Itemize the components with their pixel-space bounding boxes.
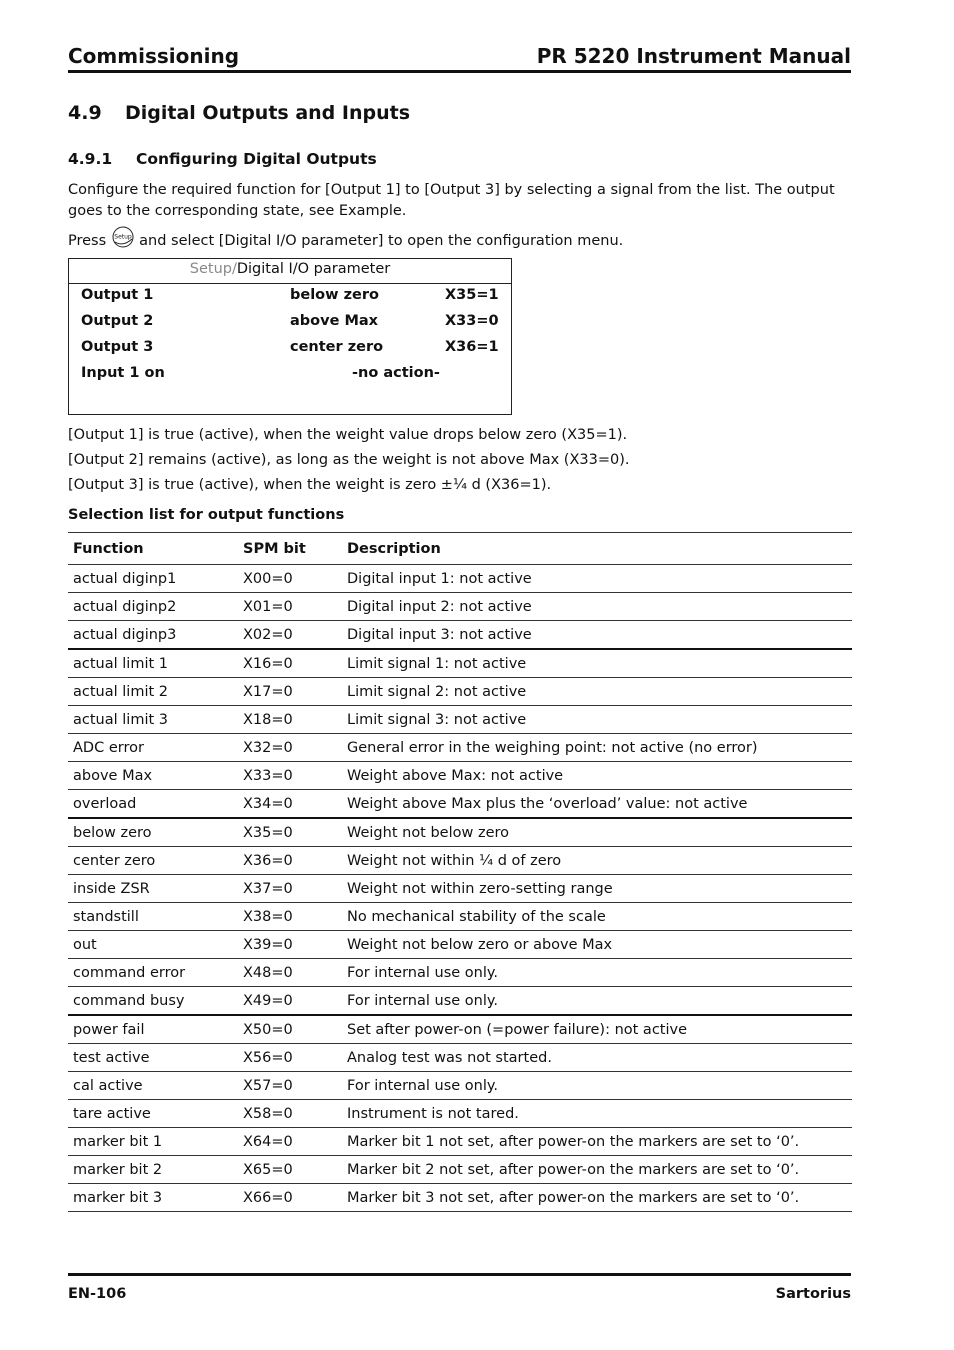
setup-key-icon: [111, 225, 135, 249]
page-number: EN-106: [68, 1286, 127, 1302]
menu-row-code: X35=1: [445, 287, 499, 303]
description-cell: Limit signal 1: not active: [342, 649, 852, 678]
description-cell: Digital input 2: not active: [342, 593, 852, 621]
spm-bit-cell: X58=0: [238, 1100, 342, 1128]
description-cell: Set after power-on (=power failure): not active: [342, 1015, 852, 1044]
press-before: Press: [68, 233, 107, 249]
table-row: [68, 1072, 852, 1100]
function-cell: actual limit 2: [68, 678, 238, 706]
spm-bit-cell: X38=0: [238, 903, 342, 931]
spm-bit-cell: X34=0: [238, 790, 342, 819]
table-row: [68, 678, 852, 706]
description-cell: Weight above Max plus the ‘overload’ value: not active: [342, 790, 852, 819]
spm-bit-cell: X18=0: [238, 706, 342, 734]
table-row: [68, 706, 852, 734]
function-cell: marker bit 3: [68, 1184, 238, 1212]
spm-bit-cell: X49=0: [238, 987, 342, 1016]
note-output-1: [Output 1] is true (active), when the weight value drops below zero (X35=1).: [68, 427, 628, 443]
description-cell: For internal use only.: [342, 1072, 852, 1100]
function-cell: tare active: [68, 1100, 238, 1128]
spm-bit-cell: X17=0: [238, 678, 342, 706]
description-cell: Weight not within ¼ d of zero: [342, 847, 852, 875]
spm-bit-cell: X37=0: [238, 875, 342, 903]
table-row: [68, 903, 852, 931]
function-cell: test active: [68, 1044, 238, 1072]
spm-bit-cell: X50=0: [238, 1015, 342, 1044]
table-row: [68, 1128, 852, 1156]
table-row: [68, 762, 852, 790]
menu-row-output-3: [69, 339, 511, 361]
spm-bit-cell: X32=0: [238, 734, 342, 762]
description-cell: Weight above Max: not active: [342, 762, 852, 790]
spm-bit-cell: X64=0: [238, 1128, 342, 1156]
table-title: Selection list for output functions: [68, 507, 345, 523]
menu-title: [69, 261, 511, 277]
description-cell: Marker bit 3 not set, after power-on the markers are set to ‘0’.: [342, 1184, 852, 1212]
function-cell: actual limit 1: [68, 649, 238, 678]
function-cell: command busy: [68, 987, 238, 1016]
function-cell: standstill: [68, 903, 238, 931]
spm-bit-cell: X35=0: [238, 818, 342, 847]
table-row: [68, 987, 852, 1016]
function-cell: overload: [68, 790, 238, 819]
table-row: [68, 621, 852, 650]
column-header-function: Function: [68, 533, 238, 565]
config-menu-display: [68, 258, 512, 415]
menu-path-current: Digital I/O parameter: [236, 261, 391, 277]
function-cell: center zero: [68, 847, 238, 875]
spm-bit-cell: X33=0: [238, 762, 342, 790]
spm-bit-cell: X36=0: [238, 847, 342, 875]
menu-row-output-1: [69, 287, 511, 309]
function-cell: above Max: [68, 762, 238, 790]
function-cell: marker bit 2: [68, 1156, 238, 1184]
press-after: and select [Digital I/O parameter] to open the configuration menu.: [139, 233, 624, 249]
menu-row-name: Output 2: [81, 313, 154, 329]
table-row: [68, 931, 852, 959]
note-output-2: [Output 2] remains (active), as long as the weight is not above Max (X33=0).: [68, 452, 630, 468]
description-cell: Marker bit 1 not set, after power-on the markers are set to ‘0’.: [342, 1128, 852, 1156]
function-cell: actual diginp1: [68, 565, 238, 593]
output-functions-table: [68, 532, 852, 1212]
page-footer: [68, 1273, 851, 1302]
table-row: [68, 1100, 852, 1128]
press-instruction: [68, 229, 623, 253]
description-cell: Digital input 3: not active: [342, 621, 852, 650]
menu-row-name: Output 3: [81, 339, 154, 355]
spm-bit-cell: X65=0: [238, 1156, 342, 1184]
function-cell: actual diginp3: [68, 621, 238, 650]
menu-row-value: below zero: [290, 287, 379, 303]
table-row: [68, 593, 852, 621]
description-cell: For internal use only.: [342, 987, 852, 1016]
intro-paragraph: Configure the required function for [Output 1] to [Output 3] by selecting a signal from the list. The output goes to the corresponding state, see Example.: [68, 182, 835, 219]
description-cell: Digital input 1: not active: [342, 565, 852, 593]
menu-row-output-2: [69, 313, 511, 335]
function-cell: ADC error: [68, 734, 238, 762]
menu-row-code: X33=0: [445, 313, 499, 329]
table-row: [68, 1156, 852, 1184]
description-cell: Weight not within zero-setting range: [342, 875, 852, 903]
spm-bit-cell: X00=0: [238, 565, 342, 593]
function-cell: marker bit 1: [68, 1128, 238, 1156]
table-row: [68, 1044, 852, 1072]
description-cell: Limit signal 3: not active: [342, 706, 852, 734]
menu-row-name: Input 1 on: [81, 365, 165, 381]
column-header-spm-bit: SPM bit: [238, 533, 342, 565]
footer-brand: Sartorius: [775, 1286, 851, 1302]
function-cell: out: [68, 931, 238, 959]
spm-bit-cell: X66=0: [238, 1184, 342, 1212]
table-body: [68, 565, 852, 1212]
setup-key-label: Setup: [114, 233, 132, 241]
description-cell: Weight not below zero: [342, 818, 852, 847]
description-cell: For internal use only.: [342, 959, 852, 987]
spm-bit-cell: X02=0: [238, 621, 342, 650]
subsection-heading: [68, 150, 377, 168]
page-header: [68, 40, 851, 73]
menu-row-name: Output 1: [81, 287, 154, 303]
function-cell: inside ZSR: [68, 875, 238, 903]
spm-bit-cell: X57=0: [238, 1072, 342, 1100]
table-row: [68, 875, 852, 903]
spm-bit-cell: X56=0: [238, 1044, 342, 1072]
function-cell: power fail: [68, 1015, 238, 1044]
description-cell: Instrument is not tared.: [342, 1100, 852, 1128]
header-manual-title: PR 5220 Instrument Manual: [536, 44, 851, 68]
section-number: 4.9: [68, 102, 102, 124]
table-row: [68, 1015, 852, 1044]
section-title: Digital Outputs and Inputs: [125, 102, 410, 124]
spm-bit-cell: X16=0: [238, 649, 342, 678]
note-output-3: [Output 3] is true (active), when the weight is zero ±¼ d (X36=1).: [68, 477, 552, 493]
description-cell: Weight not below zero or above Max: [342, 931, 852, 959]
function-cell: cal active: [68, 1072, 238, 1100]
table-row: [68, 818, 852, 847]
description-cell: Marker bit 2 not set, after power-on the markers are set to ‘0’.: [342, 1156, 852, 1184]
table-row: [68, 734, 852, 762]
description-cell: Analog test was not started.: [342, 1044, 852, 1072]
menu-row-value: center zero: [290, 339, 384, 355]
spm-bit-cell: X48=0: [238, 959, 342, 987]
table-row: [68, 565, 852, 593]
function-cell: actual limit 3: [68, 706, 238, 734]
description-cell: General error in the weighing point: not active (no error): [342, 734, 852, 762]
table-row: [68, 847, 852, 875]
table-row: [68, 959, 852, 987]
menu-row-value: above Max: [290, 313, 379, 329]
subsection-number: 4.9.1: [68, 150, 113, 168]
spm-bit-cell: X39=0: [238, 931, 342, 959]
menu-title-divider: [69, 283, 511, 284]
table-row: [68, 790, 852, 819]
function-cell: command error: [68, 959, 238, 987]
description-cell: Limit signal 2: not active: [342, 678, 852, 706]
table-row: [68, 1184, 852, 1212]
table-row: [68, 649, 852, 678]
spm-bit-cell: X01=0: [238, 593, 342, 621]
menu-row-value: -no action-: [352, 365, 440, 381]
subsection-title: Configuring Digital Outputs: [136, 150, 377, 168]
function-cell: actual diginp2: [68, 593, 238, 621]
section-heading: [68, 102, 410, 124]
description-cell: No mechanical stability of the scale: [342, 903, 852, 931]
menu-row-input-1: [69, 365, 511, 387]
table-header-row: [68, 533, 852, 565]
header-chapter: Commissioning: [68, 44, 240, 68]
menu-path-parent: Setup/: [189, 261, 237, 277]
column-header-description: Description: [342, 533, 852, 565]
menu-row-code: X36=1: [445, 339, 499, 355]
function-cell: below zero: [68, 818, 238, 847]
